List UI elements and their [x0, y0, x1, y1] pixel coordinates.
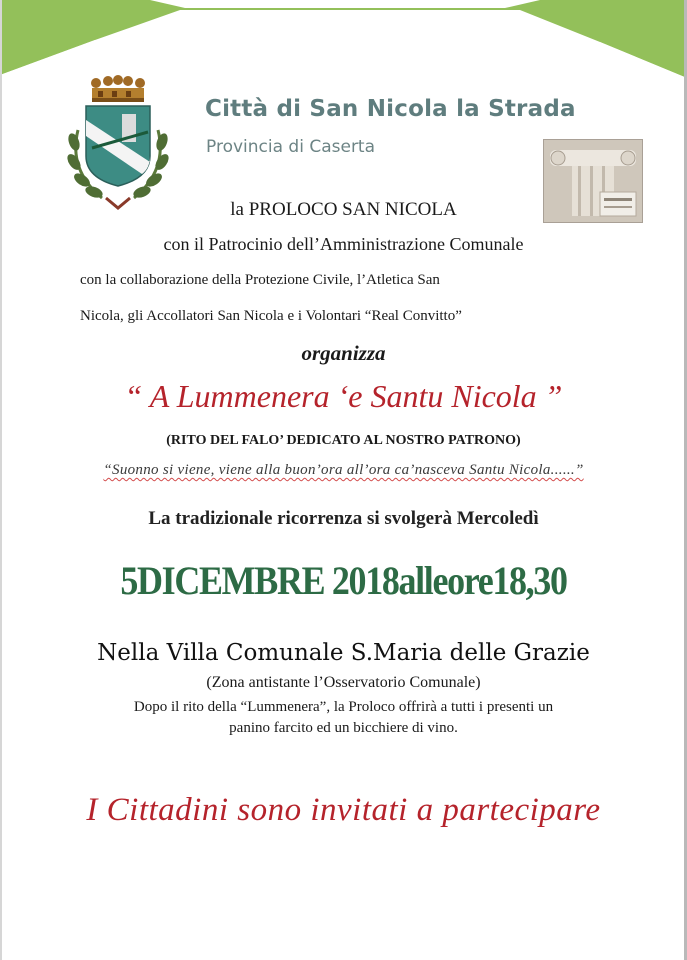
event-title: “ A Lummenera ‘e Santu Nicola ” — [124, 378, 563, 414]
page-edge-left — [0, 0, 2, 960]
dopo-line-2: panino farcito ed un bicchiere di vino. — [229, 720, 458, 736]
city-title: Città di San Nicola la Strada — [205, 96, 576, 122]
coat-of-arms-icon — [62, 70, 174, 220]
event-date: 5DICEMBRE 2018alleore18,30 — [120, 558, 567, 603]
location-line: Nella Villa Comunale S.Maria delle Grazie — [97, 640, 590, 666]
rito-subtitle: (RITO DEL FALO’ DEDICATO AL NOSTRO PATRONO) — [166, 433, 521, 448]
city-subtitle: Provincia di Caserta — [206, 137, 376, 157]
quote-line: “Suonno si viene, viene alla buon’ora all’ora ca’nasceva Santu Nicola......” — [103, 462, 584, 478]
organizza-heading: organizza — [301, 341, 386, 365]
collaborazione-line: con la collaborazione della Protezione Civile, l’Atletica San — [80, 272, 440, 288]
patrocinio-line: con il Patrocinio dell’Amministrazione Comunale — [163, 234, 524, 254]
ricorrenza-line: La tradizionale ricorrenza si svolgerà Mercoledì — [148, 508, 539, 529]
collaborators-line: Nicola, gli Accollatori San Nicola e i Volontari “Real Convitto” — [80, 308, 462, 324]
invitation-line: I Cittadini sono invitati a partecipare — [86, 792, 601, 828]
proloco-line: la PROLOCO SAN NICOLA — [230, 199, 457, 220]
dopo-line-1: Dopo il rito della “Lummenera”, la Proloco offrirà a tutti i presenti un — [133, 699, 554, 715]
zona-line: (Zona antistante l’Osservatorio Comunale) — [206, 674, 481, 691]
